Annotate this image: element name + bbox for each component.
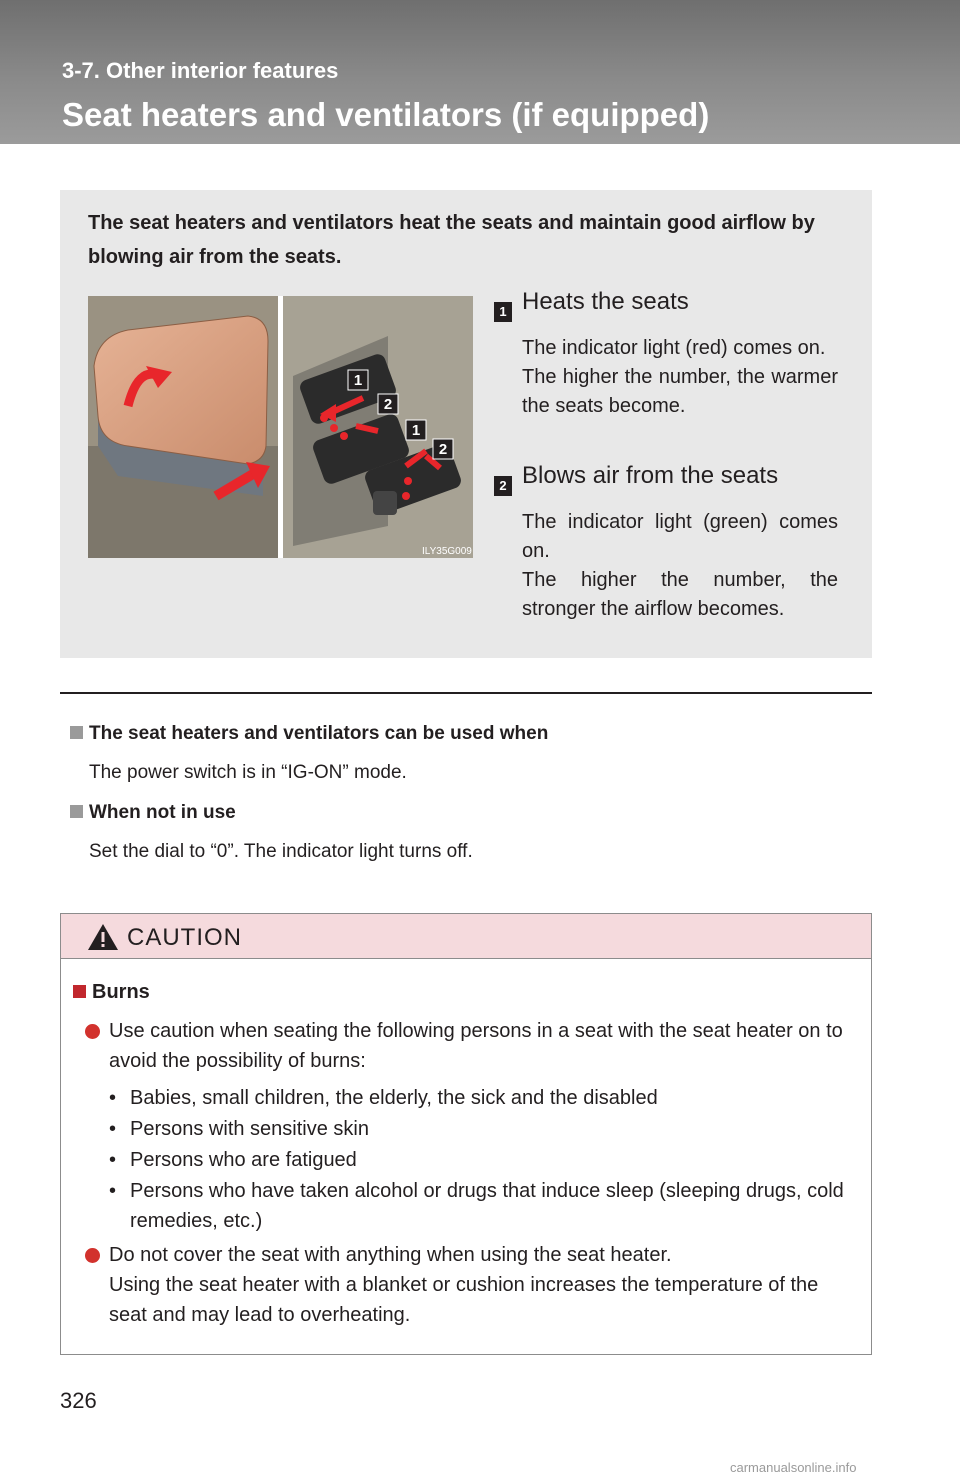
caution-bullet-text: Do not cover the seat with anything when using the seat heater. — [109, 1244, 672, 1266]
section-label: 3-7. Other interior features — [62, 58, 339, 83]
page-header — [0, 0, 960, 144]
feature-line: The indicator light (red) comes on. — [522, 337, 826, 359]
feature-number-badge: 2 — [494, 476, 512, 496]
intro-text: The seat heaters and ventilators heat the seats and maintain good airflow by blowing air from the seats. — [88, 212, 815, 268]
caution-bullet-text-2: Using the seat heater with a blanket or cushion increases the temperature of the seat and may lead to overheating. — [109, 1274, 819, 1326]
feature-number-badge: 1 — [494, 302, 512, 322]
caution-title: CAUTION — [127, 924, 242, 951]
caution-header — [61, 914, 871, 959]
callout-1a: 1 — [353, 372, 363, 389]
callout-2b: 2 — [438, 441, 448, 458]
bullet-dot-icon — [85, 1248, 100, 1263]
callout-1b: 1 — [411, 422, 421, 439]
feature-description — [522, 508, 838, 624]
watermark: carmanualsonline.info — [730, 1460, 857, 1475]
red-square-bullet-icon — [73, 985, 86, 998]
square-bullet-icon — [70, 805, 83, 818]
at-risk-persons-list — [109, 1083, 869, 1236]
caution-bullet — [85, 1240, 845, 1330]
caution-bullet-text: Use caution when seating the following persons in a seat with the seat heater on to avoid the possibility of burns: — [109, 1020, 843, 1072]
feature-title: Heats the seats — [522, 288, 689, 315]
list-item: • Persons who have taken alcohol or drugs that induce sleep (sleeping drugs, cold remedies, etc.) — [109, 1176, 869, 1236]
feature-title: Blows air from the seats — [522, 462, 779, 489]
seat-controls-photo — [88, 296, 473, 558]
caution-box — [60, 913, 872, 1355]
feature-line: The higher the number, the stronger the airflow becomes. — [522, 569, 838, 620]
note-heading: The seat heaters and ventilators can be used when — [70, 723, 548, 745]
seat-controls-illustration — [88, 296, 473, 558]
bullet-dot-icon — [85, 1024, 100, 1039]
list-item: • Persons who are fatigued — [109, 1145, 869, 1176]
divider — [60, 692, 872, 694]
list-item: • Babies, small children, the elderly, the sick and the disabled — [109, 1083, 869, 1114]
feature-line: The indicator light (green) comes on. — [522, 511, 838, 562]
square-bullet-icon — [70, 726, 83, 739]
callout-2a: 2 — [383, 396, 393, 413]
page-number: 326 — [60, 1388, 97, 1413]
feature-description — [522, 334, 838, 421]
feature-line: The higher the number, the warmer the seats become. — [522, 366, 838, 417]
note-body: Set the dial to “0”. The indicator light turns off. — [89, 841, 473, 862]
caution-bullet — [85, 1016, 845, 1076]
page-title: Seat heaters and ventilators (if equipped) — [62, 96, 710, 133]
note-heading: When not in use — [70, 802, 236, 824]
caution-subheading: Burns — [73, 981, 150, 1004]
intro-box — [60, 190, 872, 658]
note-body: The power switch is in “IG-ON” mode. — [89, 762, 407, 783]
list-item: • Persons with sensitive skin — [109, 1114, 869, 1145]
warning-icon — [87, 923, 119, 951]
image-code: ILY35G009 — [422, 546, 472, 557]
